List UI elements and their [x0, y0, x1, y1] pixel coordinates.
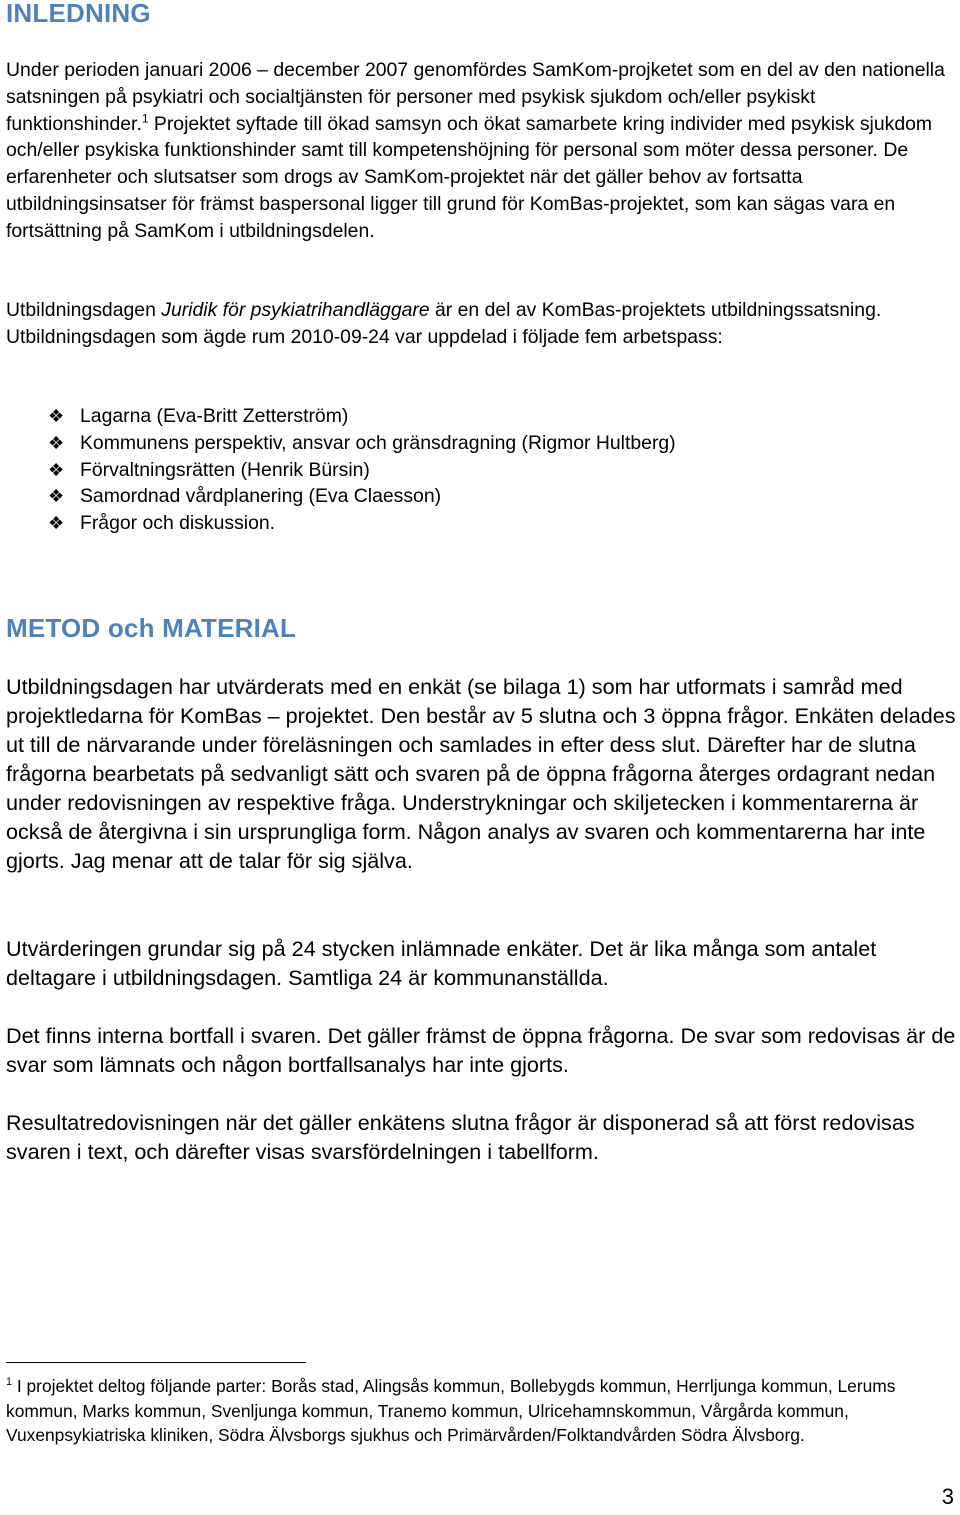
- intro-paragraph-1-part2: Projektet syftade till ökad samsyn och ökat samarbete kring individer med psykisk sjukdom och/eller psykiska funktionshinder samt till kompetenshöjning för personal som möter dessa personer. De erfarenheter och slutsatser som drogs av SamKom-projektet när det gäller behov av fortsatta utbildningsinsatser för främst baspersonal ligger till grund för KomBas-projektet, som kan sägas vara en fortsättning på SamKom i utbildningsdelen.: [6, 112, 933, 242]
- list-item: [48, 510, 676, 537]
- intro-paragraph-2-after: är en del av KomBas-projektets utbildningssatsning. Utbildningsdagen som ägde rum 2010-09-24 var uppdelad i följade fem arbetspass:: [6, 299, 882, 348]
- footnote-number: 1: [6, 1376, 12, 1389]
- list-item-text: Lagarna (Eva-Britt Zetterström): [80, 405, 349, 427]
- diamond-bullet-icon: ❖: [48, 459, 65, 480]
- intro-paragraph-1: [6, 57, 958, 245]
- list-item-text: Samordnad vårdplanering (Eva Claesson): [80, 485, 442, 508]
- list-item: [48, 430, 676, 457]
- list-item: [48, 403, 676, 430]
- page-number: 3: [941, 1484, 954, 1509]
- diamond-bullet-icon: ❖: [48, 486, 65, 507]
- method-paragraph-4: Resultatredovisningen när det gäller enkätens slutna frågor är disponerad så att först redovisas svaren i text, och därefter visas svarsfördelningen i tabellform.: [6, 1110, 915, 1164]
- list-item: [48, 483, 676, 510]
- course-title: Juridik för psykiatrihandläggare: [161, 299, 430, 321]
- section-heading-inledning: INLEDNING: [6, 0, 151, 28]
- section-heading-metod: METOD och MATERIAL: [6, 613, 297, 643]
- footnote-text: I projektet deltog följande parter: Borås stad, Alingsås kommun, Bollebygds kommun, Herrljunga kommun, Lerums kommun, Marks kommun, Svenljunga kommun, Tranemo kommun, Ulricehamnskommun, Vårgårda kommun, Vuxenpsykiatriska kliniken, Södra Älvsborgs sjukhus och Primärvården/Folktandvården Södra Älvsborg.: [6, 1376, 896, 1445]
- intro-paragraph-2: [6, 297, 958, 351]
- footnote: [6, 1374, 946, 1448]
- diamond-bullet-icon: ❖: [48, 432, 65, 453]
- intro-paragraph-1-part1: Under perioden januari 2006 – december 2007 genomfördes SamKom-projketet som en del av den nationella satsningen på psykiatri och socialtjänsten för personer med psykisk sjukdom och/eller psykiskt funktionshinder.: [6, 59, 945, 135]
- method-paragraph-3: Det finns interna bortfall i svaren. Det gäller främst de öppna frågorna. De svar som redovisas är de svar som lämnats och någon bortfallsanalys har inte gjorts.: [6, 1023, 956, 1077]
- list-item-text: Kommunens perspektiv, ansvar och gränsdragning (Rigmor Hultberg): [80, 431, 676, 454]
- footnote-reference[interactable]: 1: [141, 111, 149, 126]
- list-item-text: Förvaltningsrätten (Henrik Bürsin): [80, 458, 370, 481]
- method-paragraph-1: Utbildningsdagen har utvärderats med en enkät (se bilaga 1) som har utformats i samråd med projektledarna för KomBas – projektet. Den består av 5 slutna och 3 öppna frågor. Enkäten delades ut till de närvarande under föreläsningen och samlades in efter dess slut. Därefter har de slutna frågorna bearbetats på sedvanligt sätt och svaren på de öppna frågorna återges ordagrant nedan under redovisningen av respektive fråga. Understrykningar och skiljetecken i kommentarerna är också de återgivna i sin ursprungliga form. Någon analys av svaren och kommentarerna har inte gjorts. Jag menar att de talar för sig själva.: [6, 674, 956, 873]
- diamond-bullet-icon: ❖: [48, 513, 65, 534]
- list-item-text: Frågor och diskussion.: [80, 512, 276, 535]
- list-item: [48, 457, 676, 484]
- diamond-bullet-icon: ❖: [48, 406, 65, 426]
- intro-paragraph-2-before: Utbildningsdagen: [6, 299, 162, 321]
- session-list: [48, 403, 676, 537]
- method-paragraph-2: Utvärderingen grundar sig på 24 stycken inlämnade enkäter. Det är lika många som antalet deltagare i utbildningsdagen. Samtliga 24 är kommunanställda.: [6, 936, 877, 990]
- footnote-divider: [6, 1362, 306, 1363]
